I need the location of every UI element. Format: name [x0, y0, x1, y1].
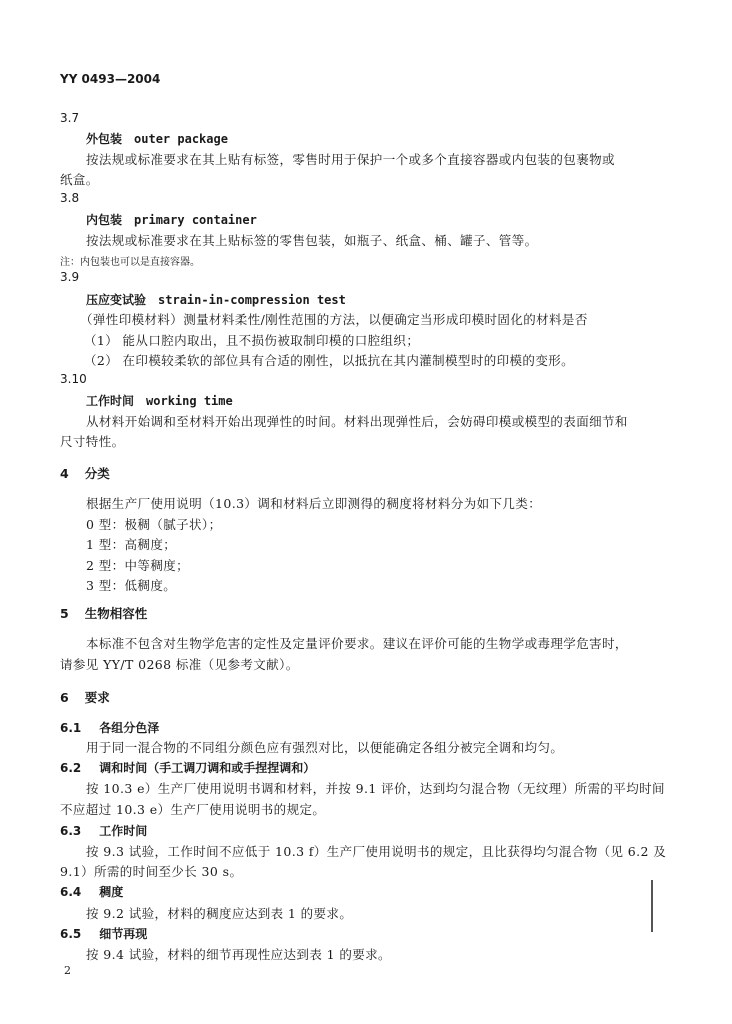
list-item: （2） 在印模较柔软的部位具有合适的刚性，以抵抗在其内灌制模型时的印模的变形。 — [84, 353, 575, 368]
paragraph-line: 请参见 YY/T 0268 标准（见参考文献）。 — [60, 657, 299, 672]
subsection-heading — [60, 822, 147, 839]
paragraph-line: 按法规或标准要求在其上贴有标签，零售时用于保护一个或多个直接容器或内包装的包裹物或 — [86, 152, 615, 167]
subsection-title: 工作时间 — [99, 824, 148, 838]
term-chinese: 内包装 — [86, 213, 123, 227]
paragraph-line: （弹性印模材料）测量材料柔性/刚性范围的方法，以便确定当形成印模时固化的材料是否 — [80, 312, 588, 327]
paragraph-line: 不应超过 10.3 e）生产厂使用说明书的规定。 — [60, 802, 326, 817]
paragraph-line: 按 10.3 e）生产厂使用说明书调和材料，并按 9.1 评价，达到均匀混合物（无纹理）所需的平均时间 — [86, 781, 665, 796]
subsection-number: 6.5 — [60, 927, 82, 941]
subsection-number: 6.4 — [60, 885, 82, 899]
document-id-header: YY 0493—2004 — [60, 72, 161, 86]
paragraph-line: 按 9.3 试验，工作时间不应低于 10.3 f）生产厂使用说明书的规定，且比获得均匀混合物（见 6.2 及 — [86, 844, 667, 859]
list-item: 1 型：高稠度； — [86, 537, 177, 552]
term-english: strain-in-compression test — [158, 293, 346, 307]
section-title: 生物相容性 — [84, 606, 148, 621]
subsection-title: 稠度 — [99, 885, 124, 899]
section-title: 要求 — [84, 690, 110, 705]
section-heading — [60, 604, 147, 622]
clause-number: 3.8 — [60, 191, 80, 205]
paragraph-line: 从材料开始调和至材料开始出现弹性的时间。材料出现弹性后，会妨碍印模或模型的表面细节和 — [86, 414, 628, 429]
term-english: working time — [146, 394, 233, 408]
subsection-title: 细节再现 — [99, 927, 148, 941]
clause-number: 3.7 — [60, 111, 80, 125]
section-number: 4 — [60, 466, 69, 481]
subsection-heading — [60, 759, 315, 776]
term-chinese: 压应变试验 — [86, 293, 147, 307]
subsection-heading — [60, 925, 147, 942]
subsection-heading — [60, 719, 159, 736]
subsection-title: 各组分色泽 — [99, 721, 160, 735]
paragraph-line: 9.1）所需的时间至少长 30 s。 — [60, 864, 243, 879]
paragraph-line: 按法规或标准要求在其上贴标签的零售包装，如瓶子、纸盒、桶、罐子、管等。 — [86, 233, 538, 248]
list-item: 0 型：极稠（腻子状）； — [86, 517, 222, 532]
change-bar — [651, 880, 653, 932]
section-heading — [60, 464, 110, 482]
term-heading — [86, 211, 257, 228]
term-english: primary container — [134, 213, 257, 227]
subsection-number: 6.3 — [60, 824, 82, 838]
paragraph-line: 根据生产厂使用说明（10.3）调和材料后立即测得的稠度将材料分为如下几类： — [86, 496, 542, 511]
subsection-title: 调和时间（手工调刀调和或手捏捏调和） — [99, 761, 316, 775]
paragraph-line: 按 9.2 试验，材料的稠度应达到表 1 的要求。 — [86, 906, 353, 921]
paragraph-line: 用于同一混合物的不同组分颜色应有强烈对比，以便能确定各组分被完全调和均匀。 — [86, 740, 564, 755]
subsection-number: 6.1 — [60, 721, 82, 735]
section-title: 分类 — [84, 466, 110, 481]
list-item: 3 型：低稠度。 — [86, 578, 177, 593]
term-chinese: 工作时间 — [86, 394, 135, 408]
subsection-number: 6.2 — [60, 761, 82, 775]
paragraph-line: 尺寸特性。 — [60, 434, 125, 449]
page-number: 2 — [64, 964, 71, 977]
term-heading — [86, 392, 233, 409]
term-chinese: 外包装 — [86, 132, 123, 146]
section-heading — [60, 688, 110, 706]
section-number: 5 — [60, 606, 69, 621]
clause-number: 3.10 — [60, 372, 87, 386]
clause-number: 3.9 — [60, 270, 80, 284]
paragraph-line: 按 9.4 试验，材料的细节再现性应达到表 1 的要求。 — [86, 947, 391, 962]
term-english: outer package — [134, 132, 228, 146]
term-heading — [86, 130, 228, 147]
list-item: 2 型：中等稠度； — [86, 558, 190, 573]
paragraph-line: 纸盒。 — [60, 172, 99, 187]
section-number: 6 — [60, 690, 69, 705]
note-text: 注：内包装也可以是直接容器。 — [60, 257, 200, 268]
list-item: （1） 能从口腔内取出，且不损伤被取制印模的口腔组织； — [84, 333, 420, 348]
subsection-heading — [60, 883, 123, 900]
term-heading — [86, 291, 346, 308]
paragraph-line: 本标准不包含对生物学危害的定性及定量评价要求。建议在评价可能的生物学或毒理学危害时， — [86, 636, 628, 651]
